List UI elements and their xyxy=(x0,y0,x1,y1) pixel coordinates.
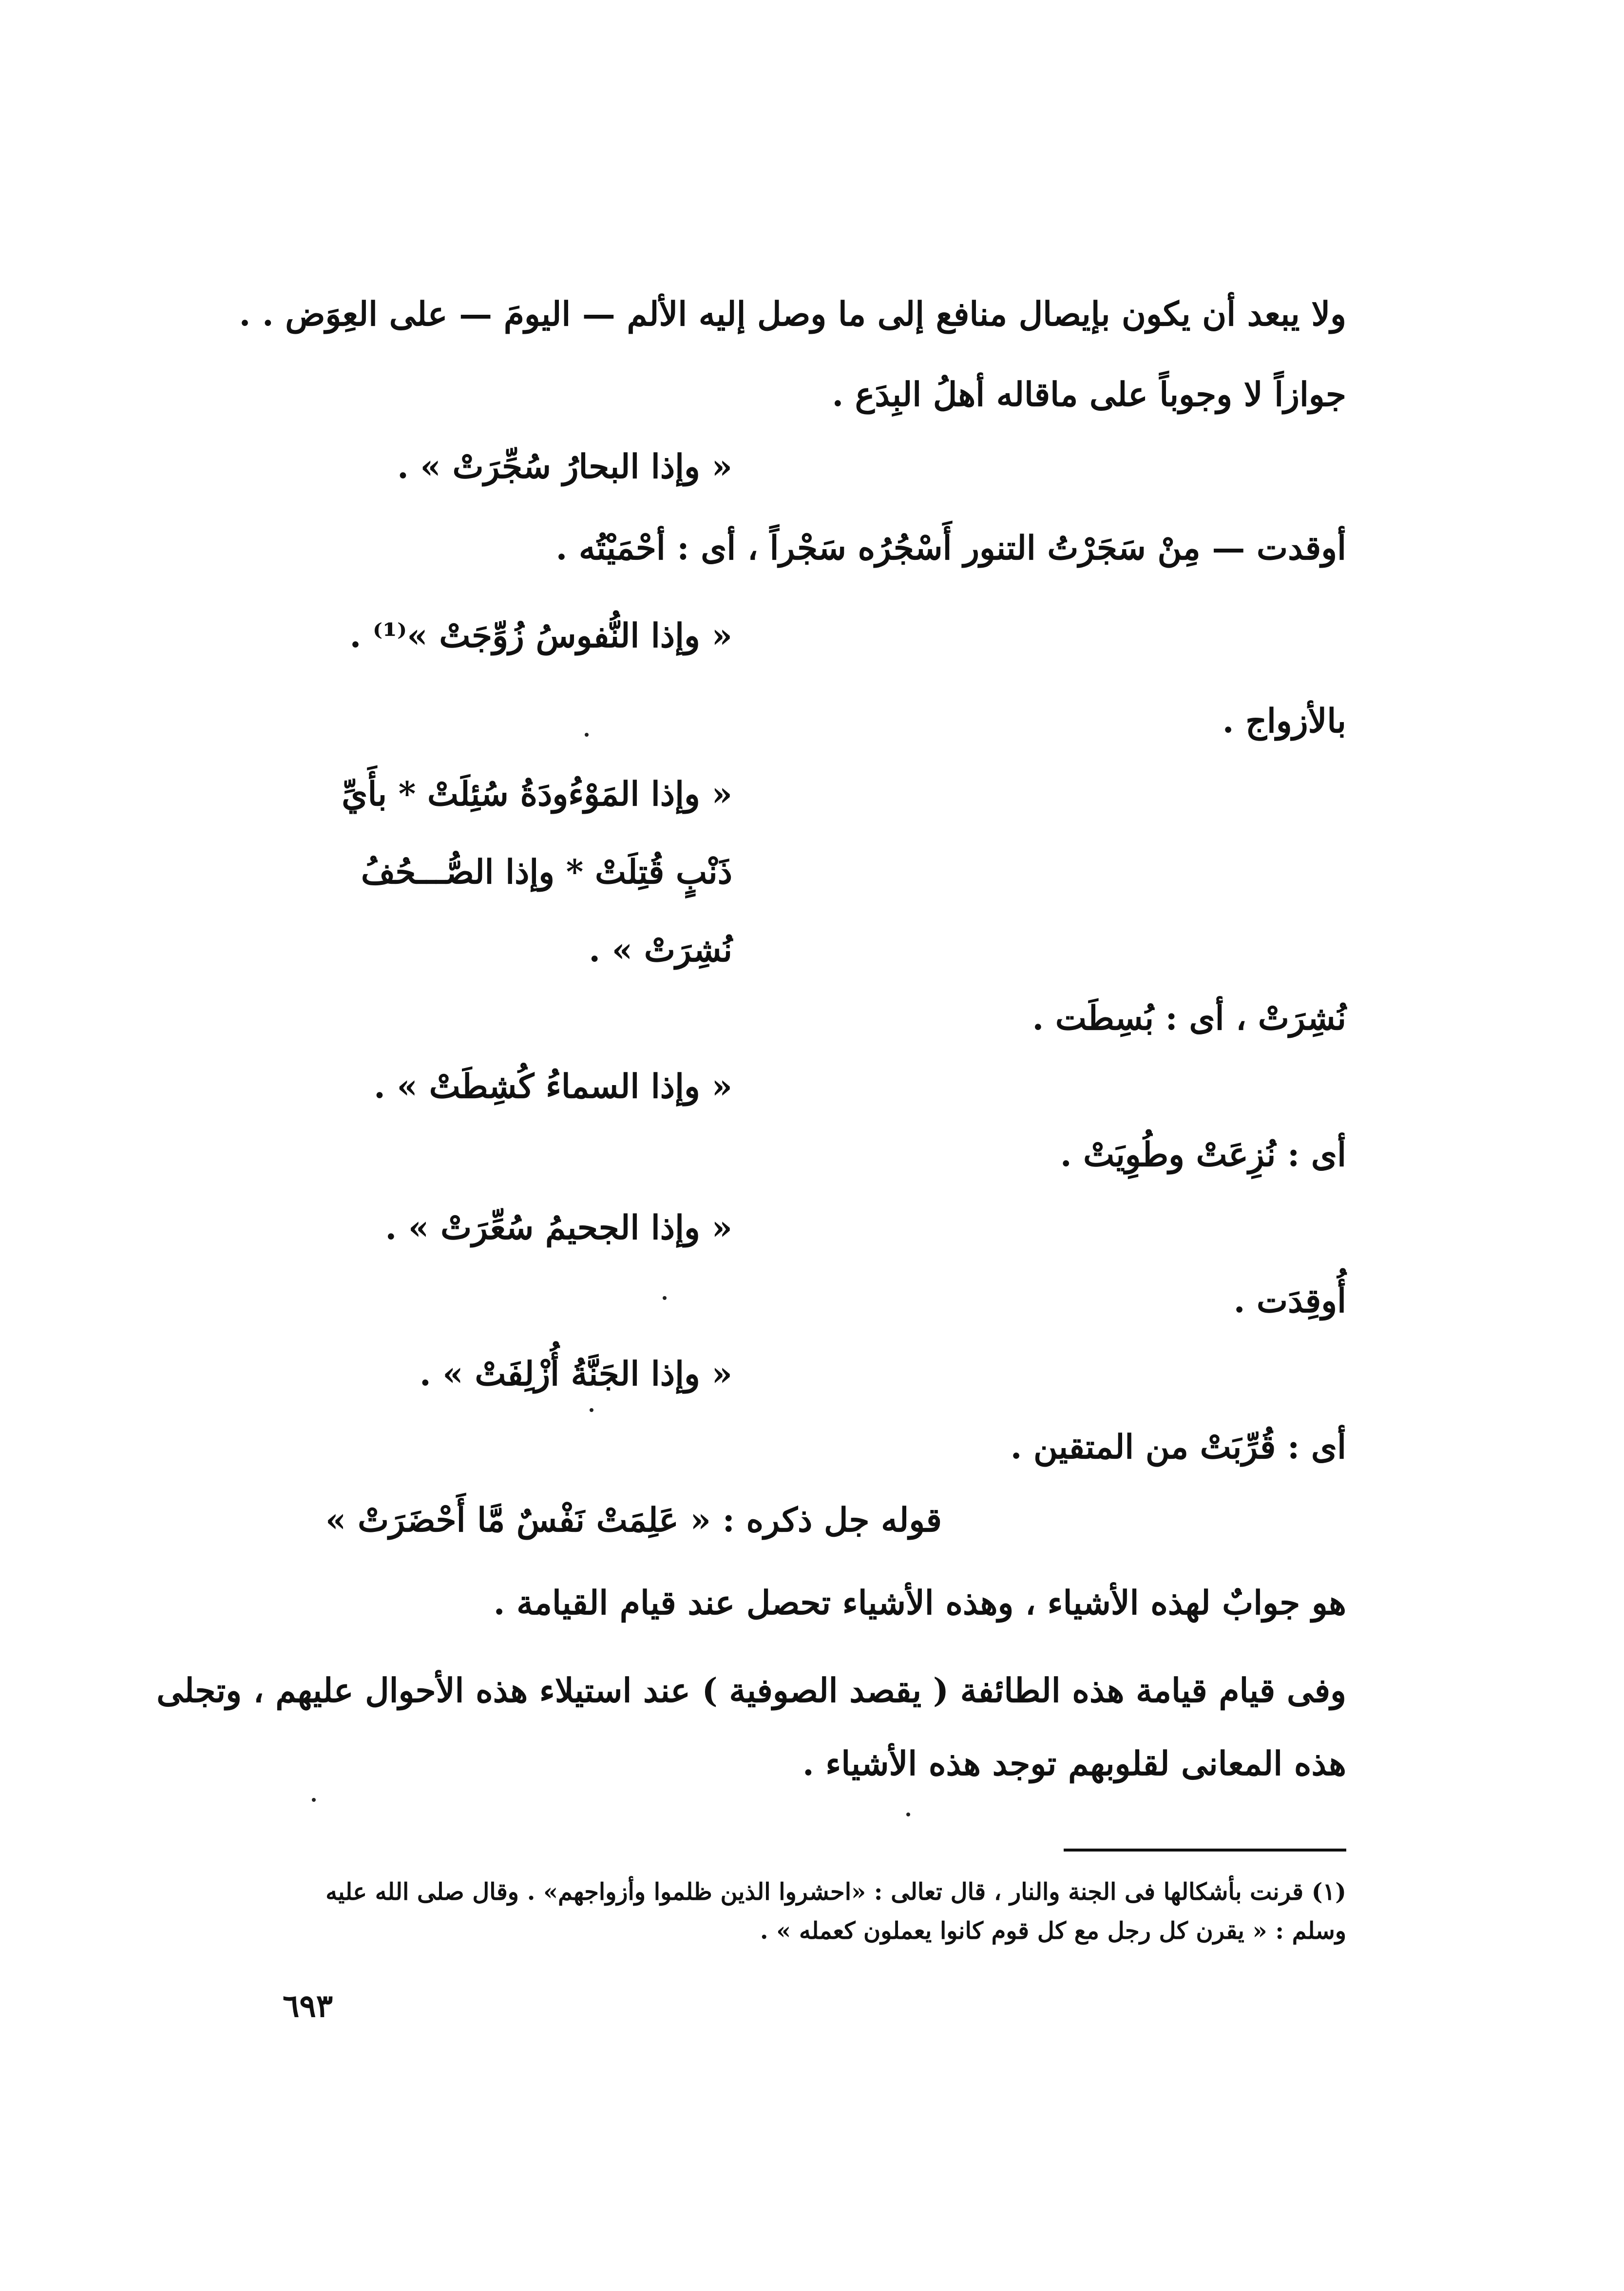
text-line-8: أى : قُرِّبَتْ من المتقين . xyxy=(1010,1428,1346,1467)
text-line-7: أُوقِدَت . xyxy=(1233,1281,1346,1320)
print-speck xyxy=(663,1296,667,1300)
text-line-3: أوقدت — مِنْ سَجَرْتُ التنور أَسْجُرُه سَجْراً ، أى : أحْمَيْتُه . xyxy=(555,529,1346,568)
quran-verse-6: « وإذا الجَنَّةُ أُزْلِفَتْ » . xyxy=(419,1355,732,1394)
quran-verse-5: « وإذا الجحيمُ سُعِّرَتْ » . xyxy=(385,1208,732,1247)
text-line-5: نُشِرَتْ ، أى : بُسِطَت . xyxy=(1032,999,1346,1038)
print-speck xyxy=(906,1813,910,1816)
quran-verse-7: قوله جل ذكره : « عَلِمَتْ نَفْسٌ مَّا أَحْضَرَتْ » xyxy=(325,1501,942,1540)
quran-verse-1: « وإذا البحارُ سُجِّرَتْ » . xyxy=(397,447,732,486)
quran-verse-2: « وإذا النُّفوسُ زُوِّجَتْ »⁽¹⁾ . xyxy=(349,616,732,655)
text-line-6: أى : نُزِعَتْ وطُوِيَتْ . xyxy=(1060,1135,1346,1174)
print-speck xyxy=(312,1798,316,1802)
quran-verse-3-line-2: ذَنْبٍ قُتِلَتْ * وإذا الصُّـــحُفُ xyxy=(361,853,732,892)
page-number: ٦٩٣ xyxy=(283,1988,333,2024)
text-line-10: وفى قيام قيامة هذه الطائفة ( يقصد الصوفية ) عند استيلاء هذه الأحوال عليهم ، وتجلى xyxy=(156,1671,1346,1710)
footnote-separator xyxy=(1064,1849,1346,1852)
text-line-11: هذه المعانى لقلوبهم توجد هذه الأشياء . xyxy=(802,1744,1346,1783)
quran-verse-4: « وإذا السماءُ كُشِطَتْ » . xyxy=(374,1067,732,1106)
quran-verse-3-line-3: نُشِرَتْ » . xyxy=(589,931,732,970)
print-speck xyxy=(585,733,589,737)
footnote-line-1: (١) قرنت بأشكالها فى الجنة والنار ، قال تعالى : «احشروا الذين ظلموا وأزواجهم» . وقال صلى الله عليه xyxy=(325,1878,1346,1906)
text-line-9: هو جوابٌ لهذه الأشياء ، وهذه الأشياء تحصل عند قيام القيامة . xyxy=(493,1584,1346,1623)
footnote-line-2: وسلم : « يقرن كل رجل مع كل قوم كانوا يعملون كعمله » . xyxy=(760,1917,1346,1945)
print-speck xyxy=(590,1408,593,1412)
text-line-2: جوازاً لا وجوباً على ماقاله أهلُ البِدَع . xyxy=(832,375,1346,414)
text-line-1: ولا يبعد أن يكون بإيصال منافع إلى ما وصل إليه الألم — اليومَ — على العِوَض . . xyxy=(239,295,1346,334)
quran-verse-3-line-1: « وإذا المَوْءُودَةُ سُئِلَتْ * بأَيِّ xyxy=(342,775,732,814)
text-line-4: بالأزواج . xyxy=(1222,702,1346,741)
